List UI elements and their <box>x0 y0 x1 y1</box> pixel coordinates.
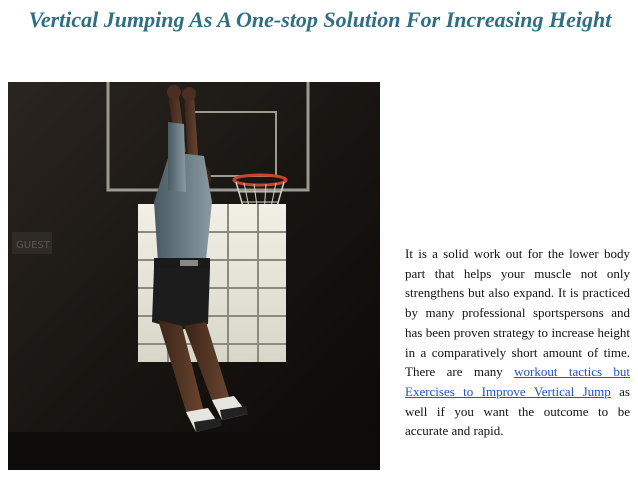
description-paragraph <box>405 244 630 441</box>
exercises-vertical-jump-link[interactable]: workout tactics but Exercises to Improve Vertical Jump <box>405 364 630 399</box>
svg-text:GUEST: GUEST <box>16 240 50 251</box>
paragraph-text-start: It is a solid work out for the lower body part that helps your muscle not only strengthens but also expand. It is practiced by many professional sportspersons and has been proven strategy to increase height in a comparatively short amount of time. There are many <box>405 246 630 380</box>
paragraph-text-end: as well if you want the outcome to be accurate and rapid. <box>405 383 630 439</box>
basketball-player-jumping-photo <box>8 82 380 470</box>
slide-title: Vertical Jumping As A One-stop Solution For Increasing Height <box>28 7 612 32</box>
